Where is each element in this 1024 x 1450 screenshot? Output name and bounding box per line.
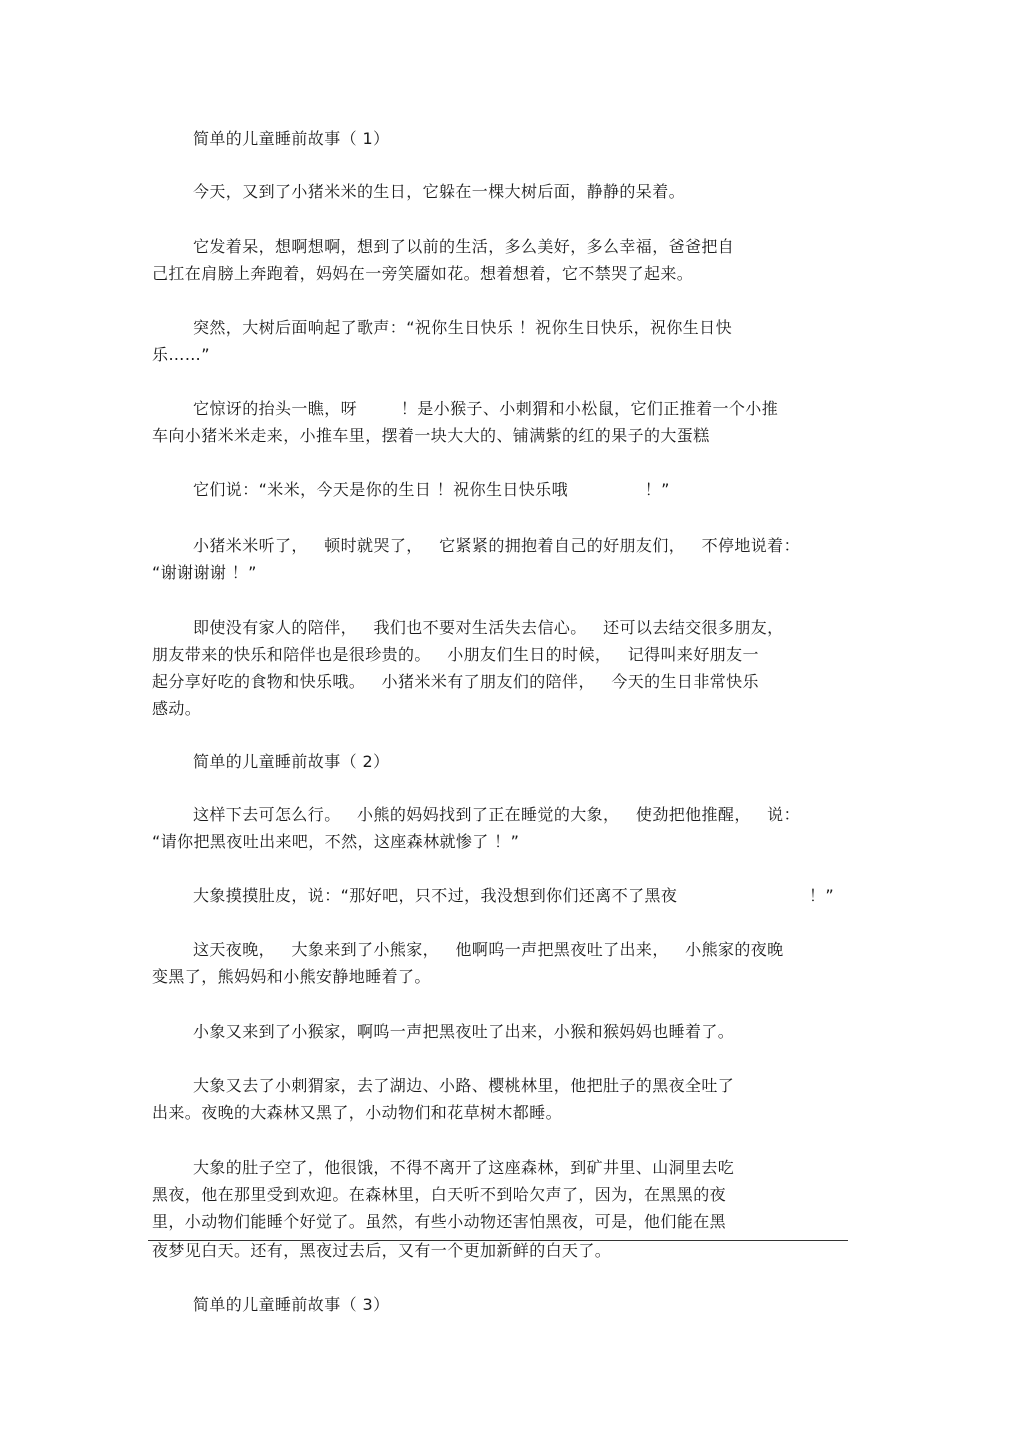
story-2-paragraph-6-line-1: 大象的肚子空了，他很饿，不得不离开了这座森林，到矿井里、山洞里去吃 — [193, 1158, 735, 1177]
story-1-paragraph-3-line-1: 突然，大树后面响起了歌声：“祝你生日快乐 ！祝你生日快乐，祝你生日快 — [193, 318, 732, 337]
story-1-paragraph-7-line-3: 起分享好吃的食物和快乐哦。 小猪米米有了朋友们的陪伴， 今天的生日非常快乐 — [152, 672, 759, 691]
story-1-paragraph-4-line-2: 车向小猪米米走来，小推车里，摆着一块大大的、铺满紫的红的果子的大蛋糕 — [152, 426, 710, 445]
story-1-paragraph-5: 它们说：“米米，今天是你的生日 ！祝你生日快乐哦 ！” — [193, 480, 670, 499]
story-2-paragraph-6-line-2: 黑夜，他在那里受到欢迎。在森林里，白天听不到哈欠声了，因为，在黑黑的夜 — [152, 1185, 727, 1204]
story-1-paragraph-6-line-2: “谢谢谢谢 ！” — [152, 563, 257, 582]
story-2-paragraph-6-line-4: 夜梦见白天。还有，黑夜过去后，又有一个更加新鲜的白天了。 — [152, 1241, 612, 1260]
story-2-paragraph-6-line-3: 里，小动物们能睡个好觉了。虽然，有些小动物还害怕黑夜，可是，他们能在黑 — [152, 1212, 727, 1231]
story-1-title: 简单的儿童睡前故事（ 1） — [193, 129, 390, 148]
story-2-paragraph-3-line-2: 变黑了，熊妈妈和小熊安静地睡着了。 — [152, 967, 431, 986]
story-2-paragraph-2: 大象摸摸肚皮，说：“那好吧，只不过，我没想到你们还离不了黑夜 ！” — [193, 886, 835, 905]
story-2-title: 简单的儿童睡前故事（ 2） — [193, 752, 390, 771]
story-1-paragraph-2-line-1: 它发着呆，想啊想啊，想到了以前的生活，多么美好，多么幸福，爸爸把自 — [193, 237, 735, 256]
story-2-paragraph-3-line-1: 这天夜晚， 大象来到了小熊家， 他啊呜一声把黑夜吐了出来， 小熊家的夜晚 — [193, 940, 784, 959]
story-2-paragraph-5-line-2: 出来。夜晚的大森林又黑了，小动物们和花草树木都睡。 — [152, 1103, 563, 1122]
story-2-paragraph-4: 小象又来到了小猴家，啊呜一声把黑夜吐了出来，小猴和猴妈妈也睡着了。 — [193, 1022, 735, 1041]
story-1-paragraph-6-line-1: 小猪米米听了， 顿时就哭了， 它紧紧的拥抱着自己的好朋友们， 不停地说着： — [193, 536, 800, 555]
story-1-paragraph-3-line-2: 乐……” — [152, 345, 210, 364]
story-1-paragraph-4-line-1: 它惊讶的抬头一瞧，呀 ！是小猴子、小刺猬和小松鼠，它们正推着一个小推 — [193, 399, 779, 418]
story-2-paragraph-1-line-2: “请你把黑夜吐出来吧，不然，这座森林就惨了 ！” — [152, 832, 520, 851]
story-1-paragraph-7-line-1: 即使没有家人的陪伴， 我们也不要对生活失去信心。 还可以去结交很多朋友， — [193, 618, 784, 637]
story-1-paragraph-1: 今天，又到了小猪米米的生日，它躲在一棵大树后面，静静的呆着。 — [193, 182, 686, 201]
story-1-paragraph-7-line-2: 朋友带来的快乐和陪伴也是很珍贵的。 小朋友们生日的时候， 记得叫来好朋友一 — [152, 645, 759, 664]
story-1-paragraph-7-line-4: 感动。 — [152, 699, 202, 718]
story-3-title: 简单的儿童睡前故事（ 3） — [193, 1295, 390, 1314]
story-2-paragraph-5-line-1: 大象又去了小刺猬家，去了湖边、小路、樱桃林里，他把肚子的黑夜全吐了 — [193, 1076, 735, 1095]
story-2-paragraph-1-line-1: 这样下去可怎么行。 小熊的妈妈找到了正在睡觉的大象， 使劲把他推醒， 说： — [193, 805, 800, 824]
story-1-paragraph-2-line-2: 己扛在肩膀上奔跑着，妈妈在一旁笑靥如花。想着想着，它不禁哭了起来。 — [152, 264, 694, 283]
